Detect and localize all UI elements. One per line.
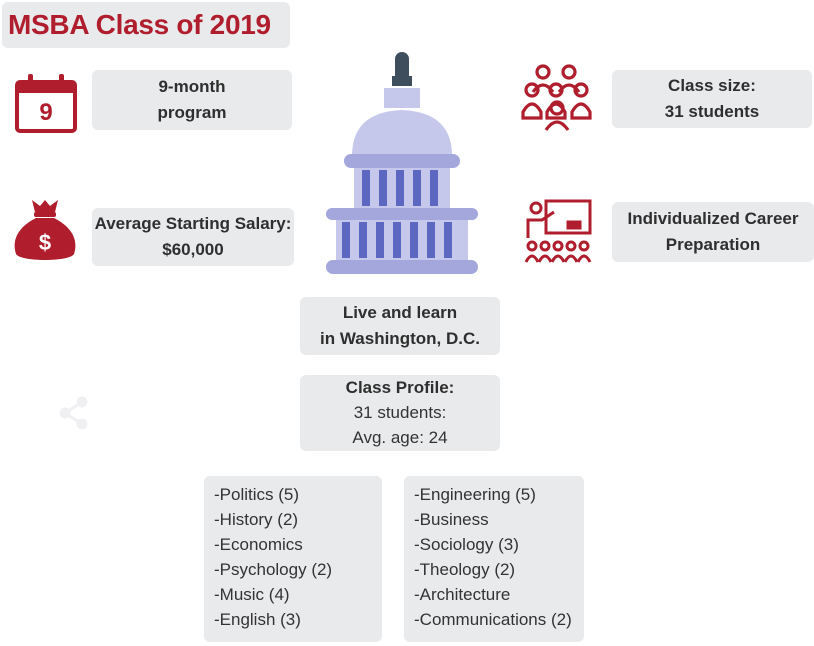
class-profile-box: Class Profile: 31 students: Avg. age: 24 <box>300 375 500 451</box>
list-item: -English (3) <box>214 610 301 629</box>
class-profile-heading: Class Profile: <box>345 378 455 397</box>
list-item: -Theology (2) <box>414 560 516 579</box>
list-item: -History (2) <box>214 510 299 529</box>
list-item: -Psychology (2) <box>214 560 333 579</box>
list-item: -Music (4) <box>214 585 290 604</box>
class-size-box: Class size: 31 students <box>612 70 812 128</box>
program-box: 9-month program <box>92 70 292 130</box>
people-group-icon <box>521 62 597 132</box>
list-item: -Economics <box>214 535 303 554</box>
list-item: -Architecture <box>414 585 511 604</box>
money-symbol: $ <box>38 230 52 255</box>
majors-list-right <box>404 476 584 642</box>
list-item: -Politics (5) <box>214 485 300 504</box>
list-item: -Sociology (3) <box>414 535 519 554</box>
location-box: Live and learn in Washington, D.C. <box>300 297 500 355</box>
title-box <box>2 2 290 48</box>
share-icon[interactable] <box>58 396 90 430</box>
capitol-building-icon <box>322 50 482 280</box>
list-item: -Communications (2) <box>414 610 572 629</box>
presentation-teacher-icon <box>524 198 594 266</box>
page-title: MSBA Class of 2019 <box>8 9 271 40</box>
career-box: Individualized Career Preparation <box>612 202 814 262</box>
majors-list-left <box>204 476 382 642</box>
salary-box: Average Starting Salary: $60,000 <box>92 208 294 266</box>
list-item: -Engineering (5) <box>414 485 536 504</box>
list-item: -Business <box>414 510 489 529</box>
money-bag-icon <box>10 196 80 266</box>
calendar-icon <box>14 72 78 134</box>
calendar-number: 9 <box>39 99 53 126</box>
